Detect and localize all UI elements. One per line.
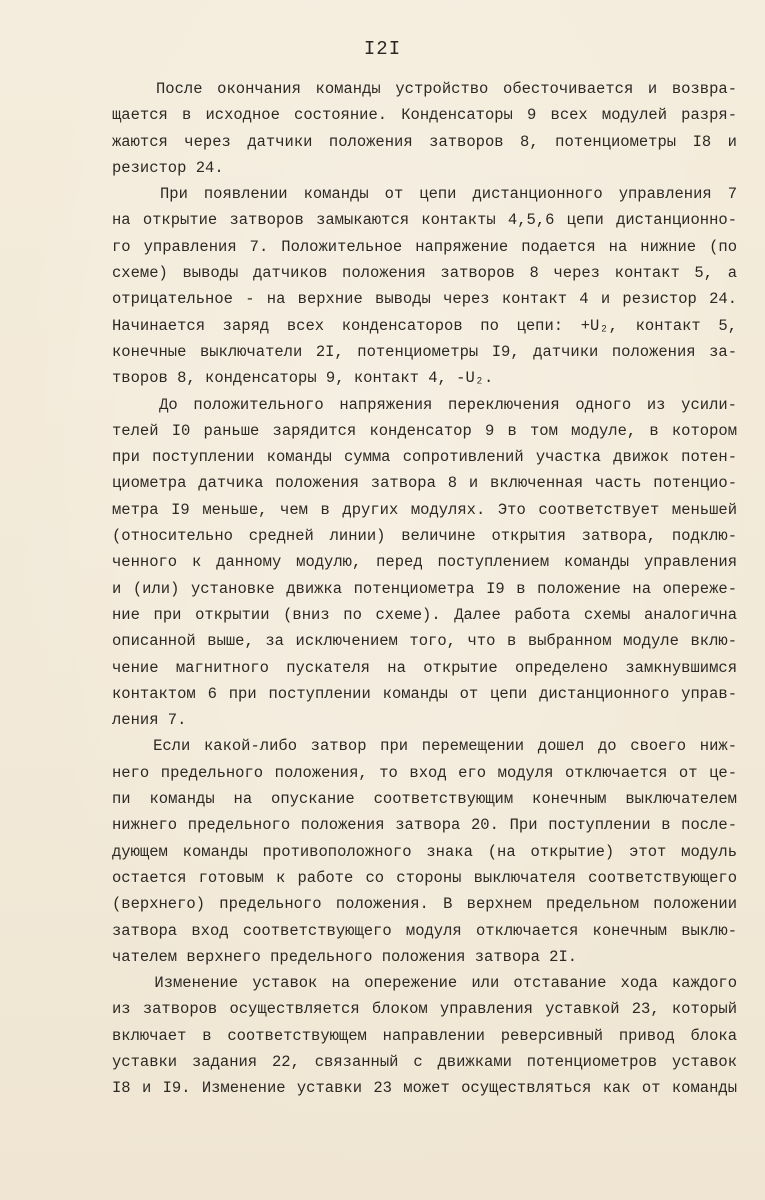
- text-line: Изменение уставок на опережение или отставание хода каждого: [112, 974, 737, 993]
- text-line: схеме) выводы датчиков положения затворов 8 через контакт 5, а: [112, 264, 737, 283]
- page-number: I2I: [363, 38, 402, 60]
- text-line: щается в исходное состояние. Конденсаторы 9 всех модулей разря-: [112, 106, 737, 125]
- text-line: (верхнего) предельного положения. В верхнем предельном положении: [112, 895, 737, 914]
- text-line: уставки задания 22, связанный с движками потенциометров уставок: [112, 1052, 737, 1071]
- text-line: До положительного напряжения переключения одного из усили-: [112, 395, 737, 414]
- text-line: циометра датчика положения затвора 8 и включенная часть потенцио-: [112, 474, 737, 493]
- text-line: телей I0 раньше зарядится конденсатор 9 в том модуле, в котором: [112, 421, 737, 440]
- text-line: отрицательное - на верхние выводы через контакт 4 и резистор 24.: [112, 290, 737, 309]
- text-line: контактом 6 при поступлении команды от цепи дистанционного управ-: [112, 684, 737, 703]
- text-line: нижнего предельного положения затвора 20. При поступлении в после-: [112, 816, 737, 835]
- text-line: го управления 7. Положительное напряжение подается на нижние (по: [112, 237, 737, 256]
- text-line: ления 7.: [112, 711, 187, 730]
- text-line: пи команды на опускание соответствующим конечным выключателем: [112, 790, 737, 809]
- text-line: дующем команды противоположного знака (на открытие) этот модуль: [112, 842, 737, 861]
- text-line: Если какой-либо затвор при перемещении дошел до своего ниж-: [112, 737, 737, 756]
- text-line: затвора вход соответствующего модуля отключается конечным выклю-: [112, 921, 737, 940]
- text-line: I8 и I9. Изменение уставки 23 может осуществляться как от команды: [112, 1079, 737, 1098]
- text-line: включает в соответствующем направлении реверсивный привод блока: [112, 1026, 737, 1045]
- text-line: и (или) установке движка потенциометра I9 в положение на опереже-: [112, 579, 737, 598]
- text-line: чателем верхнего предельного положения затвора 2I.: [112, 947, 578, 966]
- text-line: резистор 24.: [112, 158, 224, 177]
- text-line: При появлении команды от цепи дистанционного управления 7: [112, 185, 737, 204]
- text-line: из затворов осуществляется блоком управления уставкой 23, который: [112, 1000, 737, 1019]
- text-line: жаются через датчики положения затворов 8, потенциометры I8 и: [112, 132, 737, 151]
- text-line: на открытие затворов замыкаются контакты 4,5,6 цепи дистанционно-: [112, 211, 737, 230]
- text-line: метра I9 меньше, чем в других модулях. Это соответствует меньшей: [112, 500, 737, 519]
- text-line: ние при открытии (вниз по схеме). Далее работа схемы аналогична: [112, 605, 737, 624]
- body-text: [112, 76, 737, 1102]
- text-line: описанной выше, за исключением того, что в выбранном модуле вклю-: [112, 632, 737, 651]
- text-line: творов 8, конденсаторы 9, контакт 4, -U₂.: [112, 369, 494, 388]
- text-line: конечные выключатели 2I, потенциометры I9, датчики положения за-: [112, 342, 737, 361]
- text-line: чение магнитного пускателя на открытие определено замкнувшимся: [112, 658, 737, 677]
- text-line: остается готовым к работе со стороны выключателя соответствующего: [112, 868, 737, 887]
- text-line: него предельного положения, то вход его модуля отключается от це-: [112, 763, 737, 782]
- text-line: ченного к данному модулю, перед поступлением команды управления: [112, 553, 737, 572]
- text-line: при поступлении команды сумма сопротивлений участка движок потен-: [112, 448, 737, 467]
- text-line: Начинается заряд всех конденсаторов по цепи: +U₂, контакт 5,: [112, 316, 737, 335]
- text-line: (относительно средней линии) величине открытия затвора, подклю-: [112, 527, 737, 546]
- text-line: После окончания команды устройство обесточивается и возвра-: [112, 80, 737, 98]
